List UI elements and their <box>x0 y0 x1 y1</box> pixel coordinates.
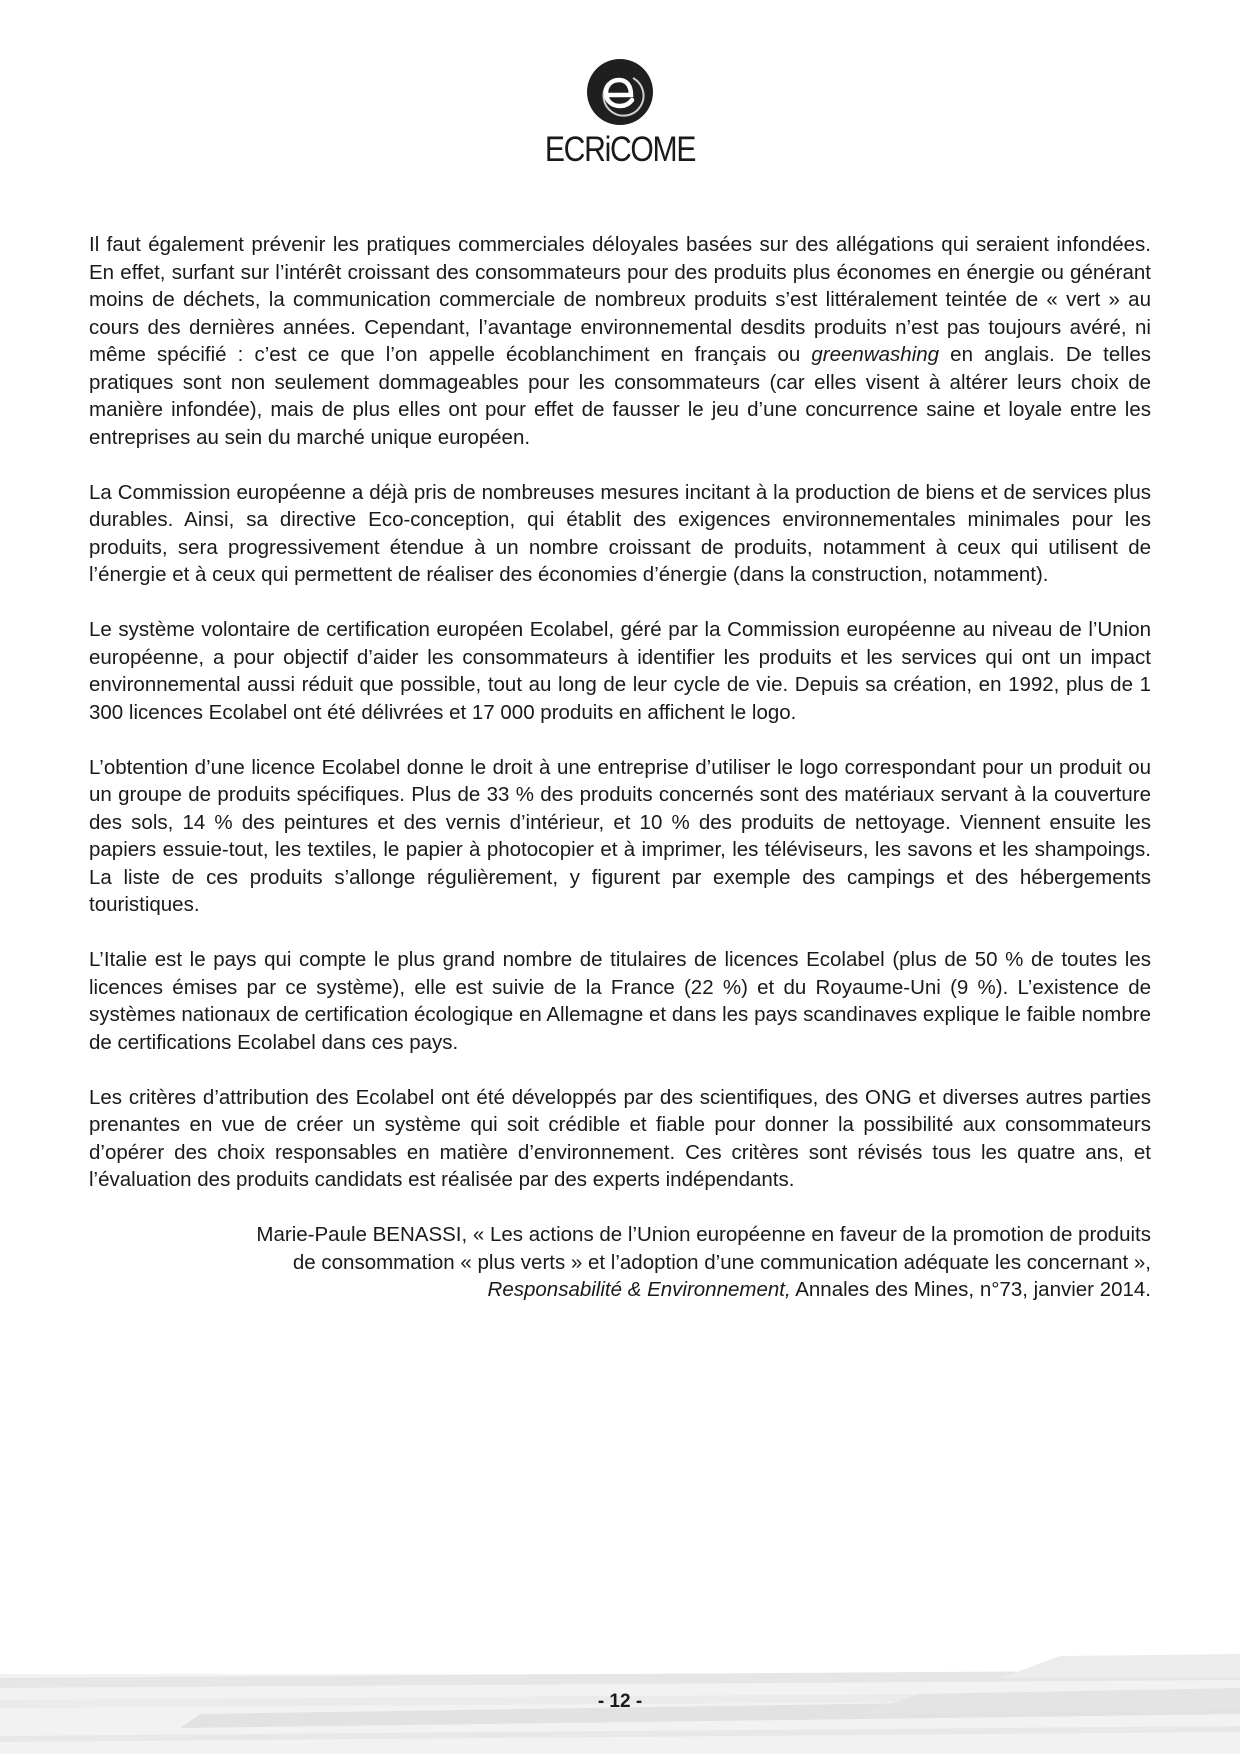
italic-term: greenwashing <box>811 343 940 366</box>
header-logo <box>0 58 1240 170</box>
citation-line: de consommation « plus verts » et l’adoption d’une communication adéquate les concernant », <box>292 1250 1151 1274</box>
page-number: - 12 - <box>597 1691 643 1712</box>
citation-line: Marie-Paule BENASSI, « Les actions de l’Union européenne en faveur de la promotion de produits <box>256 1223 1151 1246</box>
source-citation <box>89 1221 1151 1304</box>
paragraph-text: en anglais. De telles pratiques sont non seulement dommageables pour les consommateurs (car elles visent à altérer leurs choix de manière infondée), mais de plus elles ont pour effet de fausser le jeu d’une concurrence saine et loyale entre les entreprises au sein du marché unique européen. <box>89 343 1151 449</box>
paragraph-ecolabel-system: Le système volontaire de certification européen Ecolabel, géré par la Commission européenne au niveau de l’Union européenne, a pour objectif d’aider les consommateurs à identifier les produits et les services qui ont un impact environnemental aussi réduit que possible, tout au long de leur cycle de vie. Depuis sa création, en 1992, plus de 1 300 licences Ecolabel ont été délivrées et 17 000 produits en affichent le logo. <box>89 618 1151 724</box>
paragraph-ecolabel-license: L’obtention d’une licence Ecolabel donne le droit à une entreprise d’utiliser le logo correspondant pour un produit ou un groupe de produits spécifiques. Plus de 33 % des produits concernés sont des matériaux servant à la couverture des sols, 14 % des peintures et des vernis d’intérieur, et 10 % des produits de nettoyage. Viennent ensuite les papiers essuie-tout, les textiles, le papier à photocopier et à imprimer, les téléviseurs, les savons et les shampoings. La liste de ces produits s’allonge régulièrement, y figurent par exemple des campings et des hébergements touristiques. <box>89 755 1151 916</box>
paragraph-ecolabel-criteria: Les critères d’attribution des Ecolabel ont été développés par des scientifiques, des ONG et diverses autres parties prenantes en vue de créer un système qui soit crédible et fiable pour donner la possibilité aux consommateurs d’opérer des choix responsables en matière d’environnement. Ces critères sont révisés tous les quatre ans, et l’évaluation des produits candidats est réalisée par des experts indépendants. <box>89 1085 1151 1191</box>
citation-line <box>89 1276 1151 1304</box>
paragraph-eco-conception: La Commission européenne a déjà pris de nombreuses mesures incitant à la production de biens et de services plus durables. Ainsi, sa directive Eco-conception, qui établit des exigences environnementales minimales pour les produits, sera progressivement étendue à un nombre croissant de produits, notamment à ceux qui utilisent de l’énergie et à ceux qui permettent de réaliser des économies d’énergie (dans la construction, notamment). <box>89 480 1151 586</box>
article-body <box>89 231 1151 1331</box>
paragraph-ecolabel-countries: L’Italie est le pays qui compte le plus grand nombre de titulaires de licences Ecolabel (plus de 50 % de toutes les licences émises par ce système), elle est suivie de la France (22 %) et du Royaume-Uni (9 %). L’existence de systèmes nationaux de certification écologique en Allemagne et dans les pays scandinaves explique le faible nombre de certifications Ecolabel dans ces pays. <box>89 948 1151 1054</box>
citation-publisher: Annales des Mines, n°73, janvier 2014. <box>790 1278 1151 1301</box>
paragraph-greenwashing <box>89 231 1151 451</box>
citation-journal: Responsabilité & Environnement, <box>487 1278 791 1301</box>
logo-wordmark: ECRiCOME <box>544 130 696 169</box>
paragraph-text: Il faut également prévenir les pratiques commerciales déloyales basées sur des allégations qui seraient infondées. En effet, surfant sur l’intérêt croissant des consommateurs pour des produits plus économes en énergie ou générant moins de déchets, la communication commerciale de nombreux produits s’est littéralement teintée de « vert » au cours des dernières années. Cependant, l’avantage environnemental desdits produits n’est pas toujours avéré, ni même spécifié : c’est ce que l’on appelle écoblanchiment en français ou <box>89 233 1151 366</box>
ecricome-e-logo-icon <box>586 58 654 126</box>
